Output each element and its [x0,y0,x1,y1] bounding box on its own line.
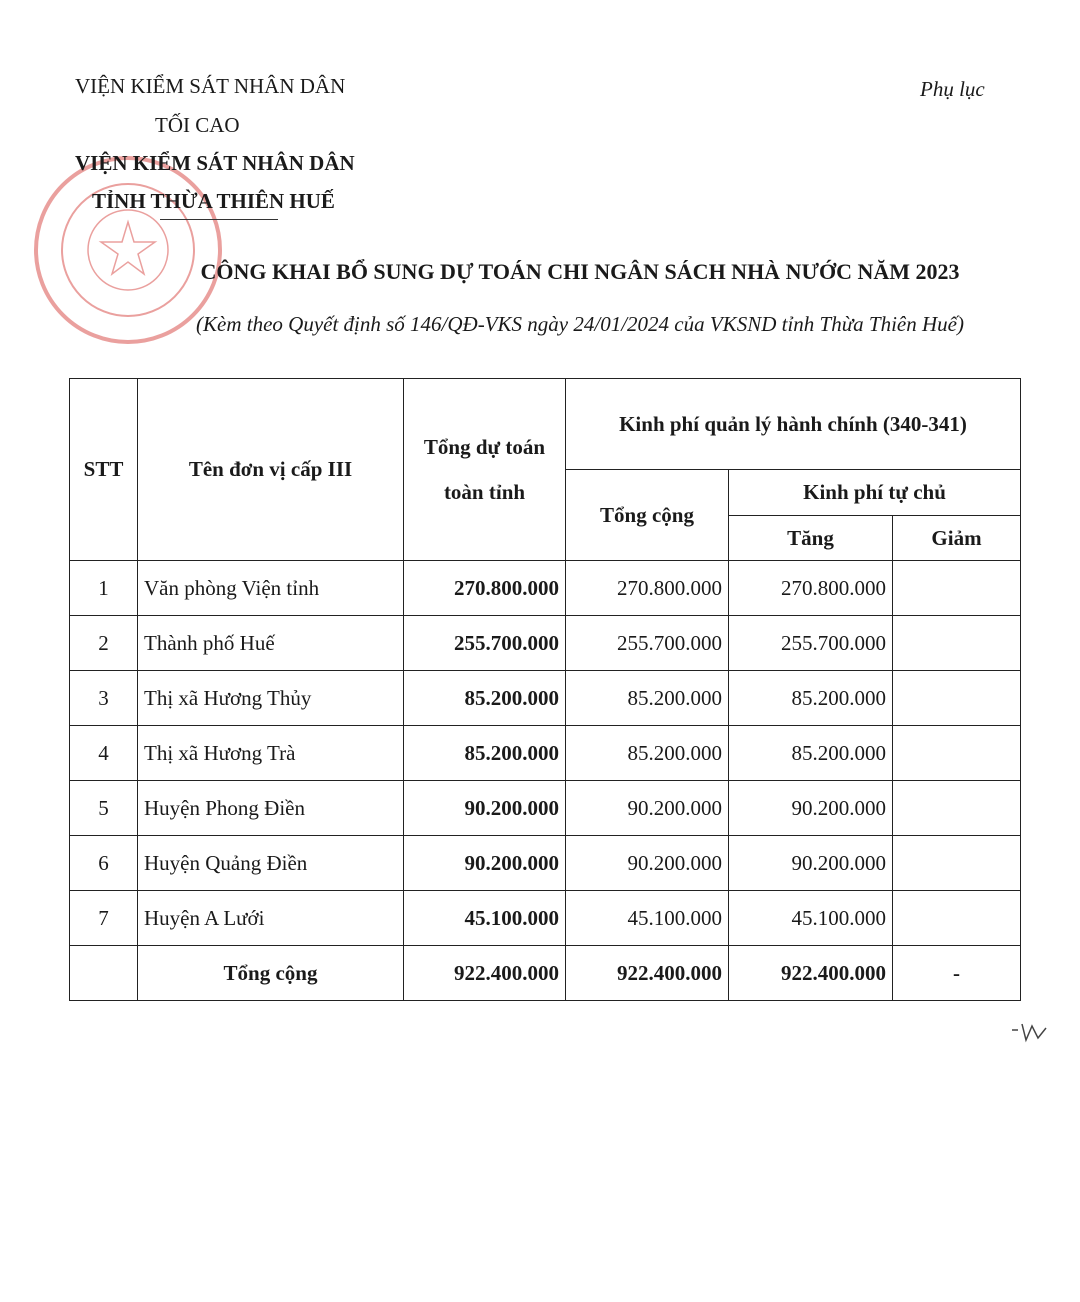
document-title: CÔNG KHAI BỔ SUNG DỰ TOÁN CHI NGÂN SÁCH NHÀ NƯỚC NĂM 2023 [200,259,960,284]
row-subtotal: 90.200.000 [566,836,729,891]
org-line-2: TỐI CAO [155,113,240,137]
row-increase: 85.200.000 [729,671,893,726]
row-stt: 5 [70,781,138,836]
row-subtotal: 90.200.000 [566,781,729,836]
total-row-stt [70,946,138,1001]
row-decrease [893,836,1021,891]
row-decrease [893,891,1021,946]
row-total-estimate: 85.200.000 [404,671,566,726]
header-admin-budget: Kinh phí quản lý hành chính (340-341) [566,379,1021,470]
total-row [70,946,1021,1001]
row-subtotal: 255.700.000 [566,616,729,671]
row-increase: 255.700.000 [729,616,893,671]
budget-table [69,378,1021,1001]
initial-mark-icon [1010,1020,1050,1044]
row-increase: 85.200.000 [729,726,893,781]
document-subtitle: (Kèm theo Quyết định số 146/QĐ-VKS ngày 24/01/2024 của VKSND tỉnh Thừa Thiên Huế) [196,312,964,336]
table-row [70,726,1021,781]
total-row-increase: 922.400.000 [729,946,893,1001]
row-stt: 2 [70,616,138,671]
row-subtotal: 85.200.000 [566,671,729,726]
org-line-3: VIỆN KIỂM SÁT NHÂN DÂN [75,151,355,175]
row-decrease [893,781,1021,836]
row-total-estimate: 255.700.000 [404,616,566,671]
row-total-estimate: 85.200.000 [404,726,566,781]
row-unit-name: Huyện A Lưới [138,891,404,946]
row-stt: 3 [70,671,138,726]
row-unit-name: Huyện Phong Điền [138,781,404,836]
row-decrease [893,671,1021,726]
table-row [70,561,1021,616]
row-unit-name: Huyện Quảng Điền [138,836,404,891]
table-row [70,671,1021,726]
row-decrease [893,616,1021,671]
row-decrease [893,726,1021,781]
appendix-label: Phụ lục [920,77,985,101]
row-unit-name: Thị xã Hương Trà [138,726,404,781]
header-decrease: Giảm [893,516,1021,561]
table-row [70,781,1021,836]
row-decrease [893,561,1021,616]
row-increase: 90.200.000 [729,836,893,891]
total-row-total-estimate: 922.400.000 [404,946,566,1001]
org-line-4: TỈNH THỪA THIÊN HUẾ [92,189,335,213]
org-underline-divider [160,219,278,220]
table-row [70,891,1021,946]
header-autonomous-budget: Kinh phí tự chủ [729,470,1021,516]
row-increase: 90.200.000 [729,781,893,836]
row-stt: 7 [70,891,138,946]
header-unit-name: Tên đơn vị cấp III [138,379,404,561]
row-subtotal: 270.800.000 [566,561,729,616]
org-line-1: VIỆN KIỂM SÁT NHÂN DÂN [75,74,346,98]
row-unit-name: Thành phố Huế [138,616,404,671]
header-increase: Tăng [729,516,893,561]
total-row-label: Tổng cộng [138,946,404,1001]
row-unit-name: Văn phòng Viện tỉnh [138,561,404,616]
row-stt: 6 [70,836,138,891]
row-increase: 270.800.000 [729,561,893,616]
row-total-estimate: 45.100.000 [404,891,566,946]
header-total-estimate: Tổng dự toán toàn tỉnh [404,379,566,561]
row-total-estimate: 90.200.000 [404,781,566,836]
table-row [70,616,1021,671]
row-total-estimate: 90.200.000 [404,836,566,891]
header-stt: STT [70,379,138,561]
total-row-decrease: - [893,946,1021,1001]
row-stt: 4 [70,726,138,781]
total-row-subtotal: 922.400.000 [566,946,729,1001]
row-stt: 1 [70,561,138,616]
header-subtotal: Tổng cộng [566,470,729,561]
row-total-estimate: 270.800.000 [404,561,566,616]
row-subtotal: 85.200.000 [566,726,729,781]
table-row [70,836,1021,891]
row-unit-name: Thị xã Hương Thủy [138,671,404,726]
row-subtotal: 45.100.000 [566,891,729,946]
row-increase: 45.100.000 [729,891,893,946]
